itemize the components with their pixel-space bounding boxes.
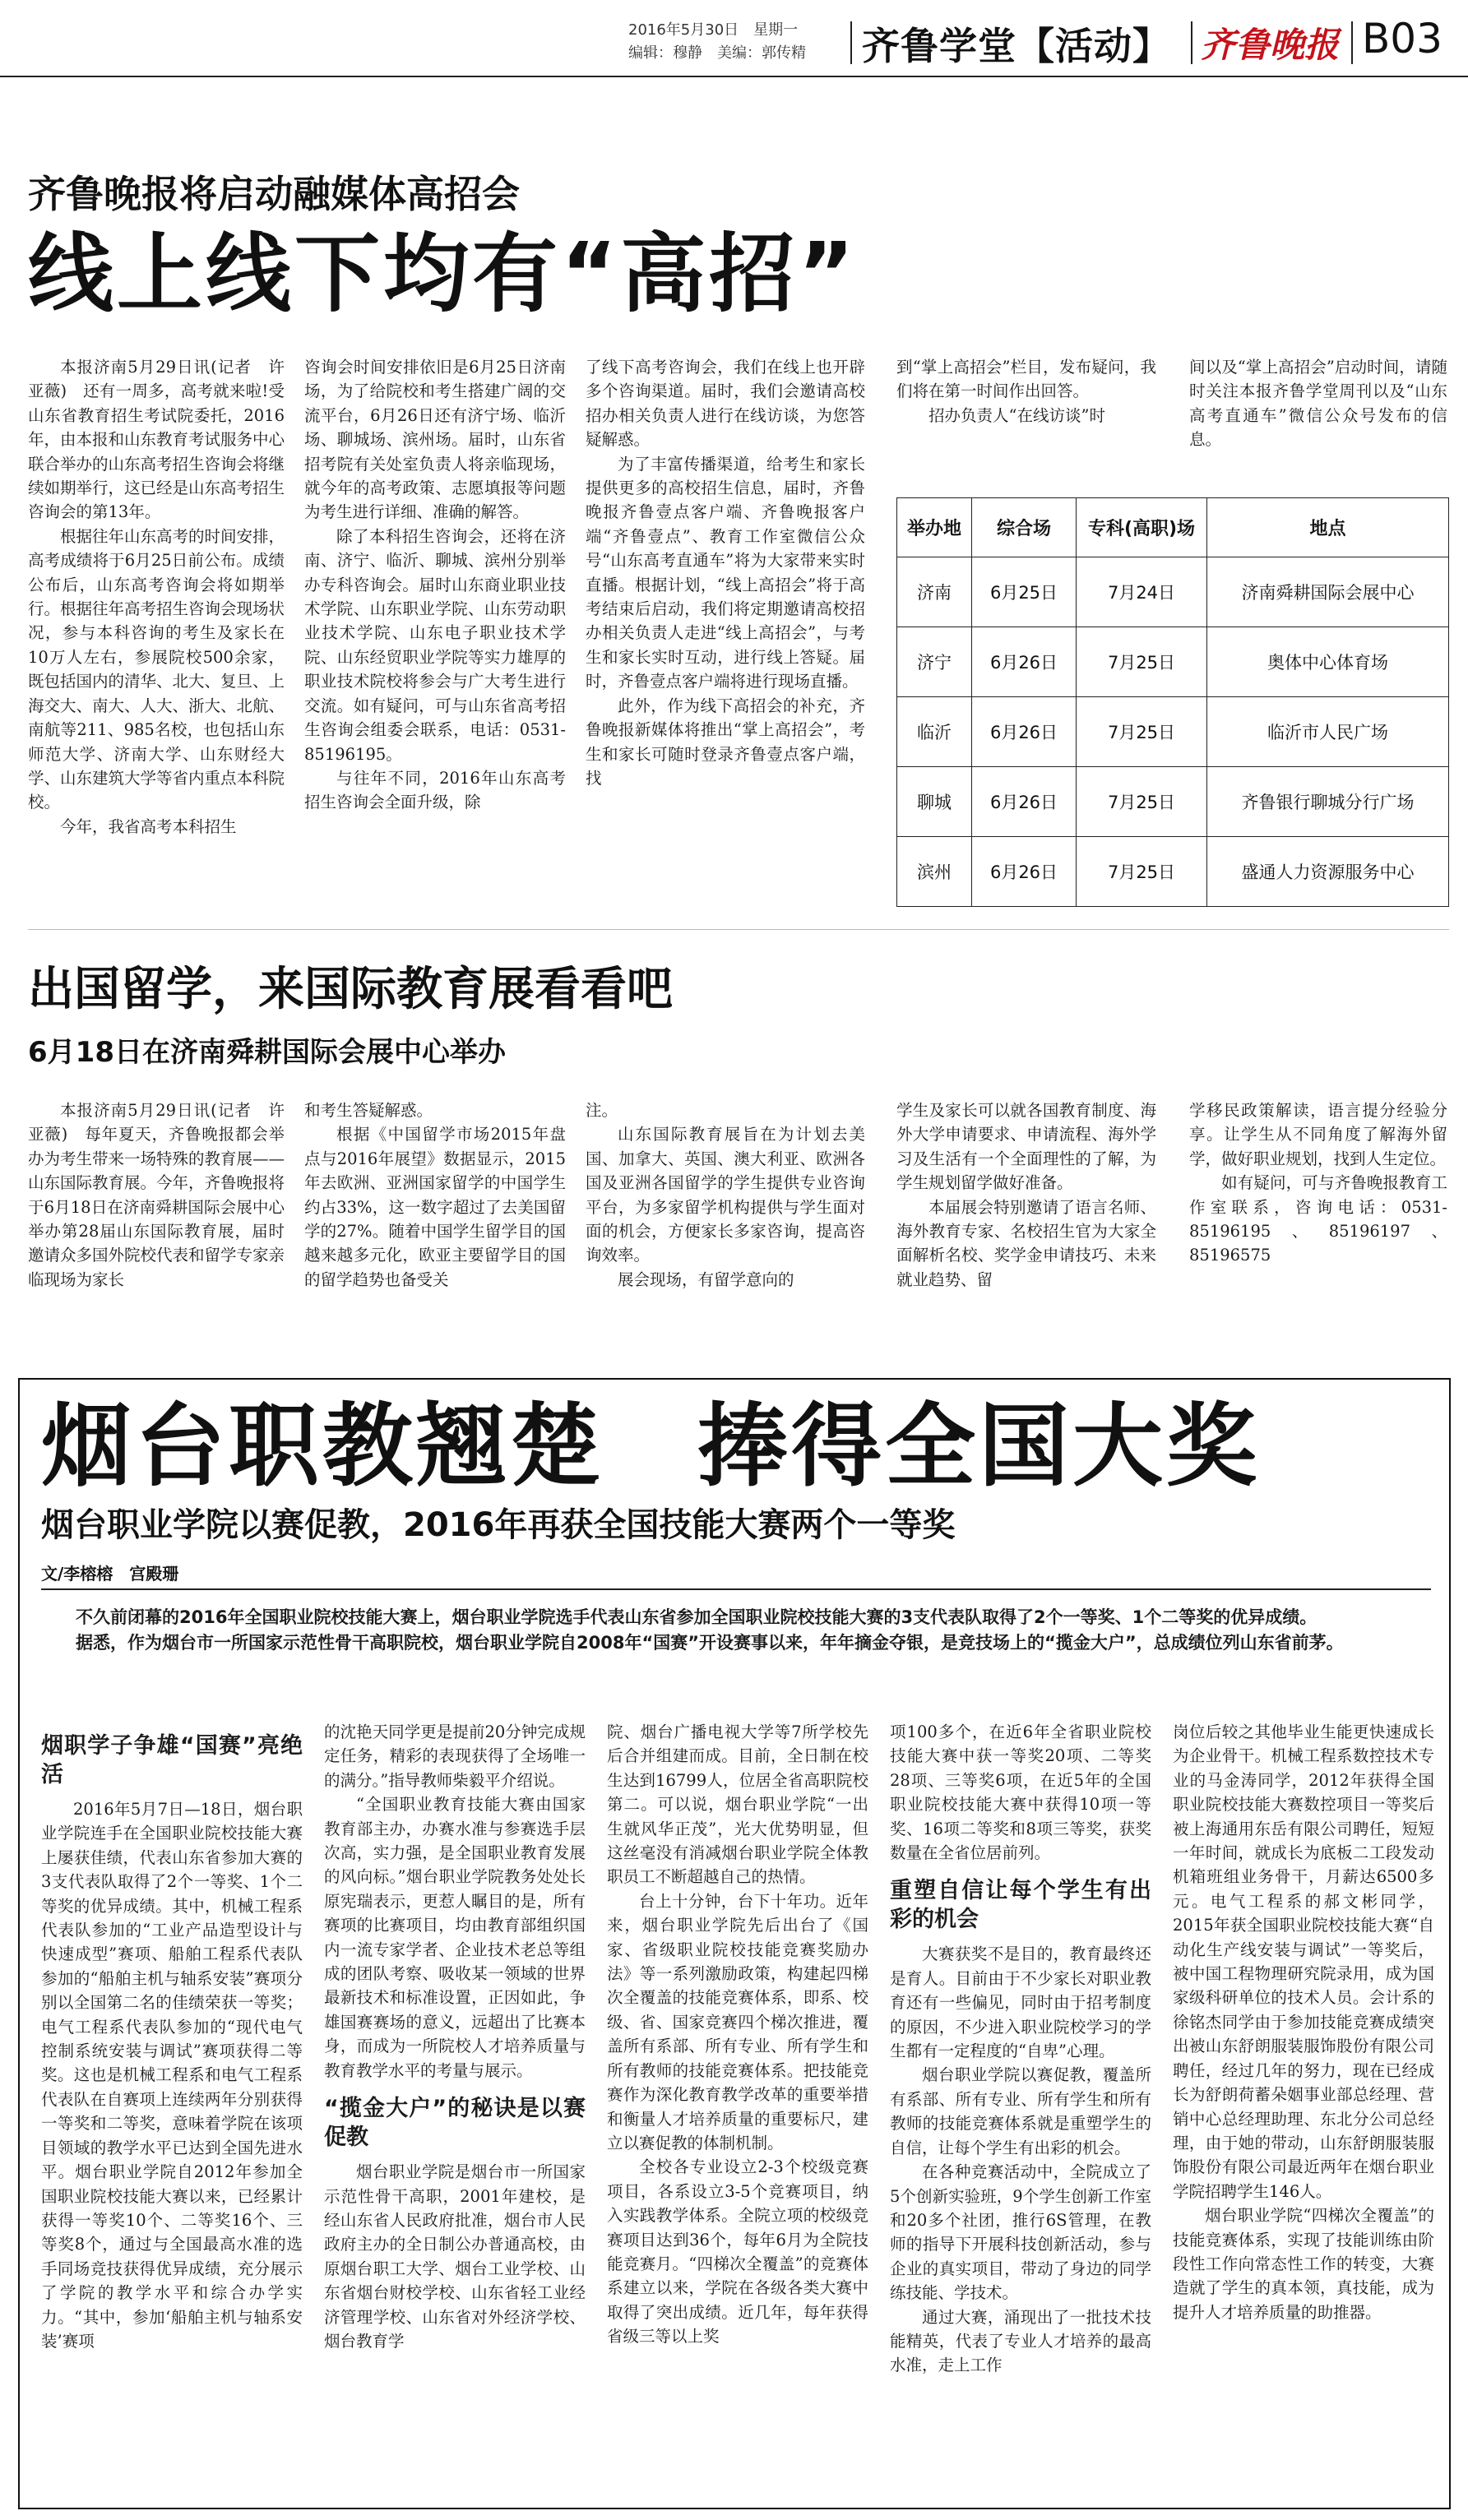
paragraph: 本届展会特别邀请了语言名师、海外教育专家、名校招生官为大家全面解析名校、奖学金申请技巧、未来就业趋势、留 xyxy=(896,1197,1156,1289)
table-cell: 临沂 xyxy=(897,697,972,767)
table-cell: 7月25日 xyxy=(1077,697,1207,767)
paragraph: 台上十分钟，台下十年功。近年来，烟台职业学院先后出台了《国家、省级职业院校技能竞赛奖励办法》等一系列激励政策，构建起四梯次全覆盖的技能竞赛体系，即系、校级、省、国家竞赛四个梯次推进，覆盖所有系部、所有专业、所有学生和所有教师的技能竞赛体系。把技能竞赛作为深化教育教学改革的重要举措和衡量人才培养质量的重要标尺，建立以赛促教的体制机制。 xyxy=(607,1891,868,2152)
article2-col4 xyxy=(896,1098,1156,1345)
header-date: 2016年5月30日 星期一 xyxy=(628,21,799,39)
table-cell: 7月25日 xyxy=(1077,837,1207,907)
table-cell: 济南舜耕国际会展中心 xyxy=(1207,557,1449,627)
article3-col3 xyxy=(607,1720,868,2501)
article2-col1 xyxy=(28,1098,285,1345)
paragraph: 烟台职业学院“四梯次全覆盖”的技能竞赛体系，实现了技能训练由阶段性工作向常态性工作的转变，大赛造就了学生的真本领，真技能，成为提升人才培养质量的助推器。 xyxy=(1173,2206,1434,2322)
paragraph: 山东国际教育展旨在为计划去美国、加拿大、英国、澳大利亚、欧洲各国及亚洲各国留学的学生提供专业咨询平台，为多家留学机构提供与学生面对面的机会，方便家长多家咨询，提高咨询效率。 xyxy=(586,1125,865,1265)
table-cell: 齐鲁银行聊城分行广场 xyxy=(1207,767,1449,837)
table-cell: 临沂市人民广场 xyxy=(1207,697,1449,767)
article3-subhead: 烟台职业学院以赛促教，2016年再获全国技能大赛两个一等奖 xyxy=(41,1506,956,1544)
paragraph: 咨询会时间安排依旧是6月25日济南场，为了给院校和考生搭建广阔的交流平台，6月26日还有济宁场、临沂场、聊城场、滨州场。届时，山东省招考院有关处室负责人将亲临现场，就今年的高考政策、志愿填报等问题为考生进行详细、准确的解答。 xyxy=(304,358,566,522)
article3-col1 xyxy=(41,1720,303,2501)
article2-headline: 出国留学，来国际教育展看看吧 xyxy=(28,963,673,1016)
paragraph: 大赛获奖不是目的，教育最终还是育人。目前由于不少家长对职业教育还有一些偏见，同时由于招考制度的原因，不少进入职业院校学习的学生都有一定程度的“自卑”心理。 xyxy=(890,1944,1151,2061)
article1-headline: 线上线下均有“高招” xyxy=(28,224,858,324)
table-cell: 济南 xyxy=(897,557,972,627)
table-row xyxy=(897,697,1449,767)
article1-kicker: 齐鲁晚报将启动融媒体高招会 xyxy=(28,172,520,216)
table-row xyxy=(897,557,1449,627)
article1-col1 xyxy=(28,355,285,914)
paragraph: 和考生答疑解惑。 xyxy=(304,1101,433,1120)
paragraph: 了线下高考咨询会，我们在线上也开辟多个咨询渠道。届时，我们会邀请高校招办相关负责人进行在线访谈，为您答疑解惑。 xyxy=(586,358,865,450)
paragraph: 在各种竞赛活动中，全院成立了5个创新实验班，9个学生创新工作室和20多个社团，推行6S管理，在教师的指导下开展科技创新活动，参与企业的真实项目，带动了身边的同学练技能、学技术。 xyxy=(890,2162,1151,2303)
paragraph: 学移民政策解读，语言提分经验分享。让学生从不同角度了解海外留学，做好职业规划，找到人生定位。 xyxy=(1189,1101,1447,1168)
venue-table xyxy=(896,497,1449,907)
paragraph: 到“掌上高招会”栏目，发布疑问，我们将在第一时间作出回答。 xyxy=(896,358,1156,401)
article1-col3 xyxy=(586,355,865,914)
paragraph: 根据《中国留学市场2015年盘点与2016年展望》数据显示，2015年去欧洲、亚洲国家留学的中国学生约占33%，这一数字超过了去美国留学的27%。随着中国学生留学目的国越来越多元化，欧亚主要留学目的国的留学趋势也备受关 xyxy=(304,1125,566,1289)
paragraph: 除了本科招生咨询会，还将在济南、济宁、临沂、聊城、滨州分别举办专科咨询会。届时山东商业职业技术学院、山东职业学院、山东劳动职业技术学院、山东电子职业技术学院、山东经贸职业学院等实力雄厚的职业技术院校将参会与广大考生进行交流。如有疑问，可与山东省高考招生咨询会组委会联系，电话：0531-85196195。 xyxy=(304,526,566,764)
header-divider xyxy=(850,21,852,64)
article3-col5 xyxy=(1173,1720,1434,2501)
paragraph: 的沈艳天同学更是提前20分钟完成规定任务，精彩的表现获得了全场唯一的满分。”指导教师柴毅平介绍说。 xyxy=(324,1722,586,1790)
paragraph: 不久前闭幕的2016年全国职业院校技能大赛上，烟台职业学院选手代表山东省参加全国职业院校技能大赛的3支代表队取得了2个一等奖、1个二等奖的优异成绩。 xyxy=(76,1607,1317,1627)
header-divider xyxy=(1351,21,1353,64)
table-cell: 6月26日 xyxy=(972,627,1077,697)
paragraph: 通过大赛，涌现出了一批技术技能精英，代表了专业人才培养的最高水准，走上工作 xyxy=(890,2307,1151,2375)
paragraph: 全校各专业设立2-3个校级竞赛项目，各系设立3-5个竞赛项目，纳入实践教学体系。全院立项的校级竞赛项目达到36个，每年6月为全院技能竞赛月。“四梯次全覆盖”的竞赛体系建立以来，学院在各级各类大赛中取得了突出成绩。近几年，每年获得省级三等以上奖 xyxy=(607,2157,868,2347)
paragraph: 展会现场，有留学意向的 xyxy=(618,1269,794,1289)
article3-col4-subhead: 重塑自信让每个学生有出彩的机会 xyxy=(890,1878,1151,1933)
table-cell: 6月26日 xyxy=(972,767,1077,837)
table-cell: 6月25日 xyxy=(972,557,1077,627)
paragraph: 学生及家长可以就各国教育制度、海外大学申请要求、申请流程、海外学习及生活有一个全面理性的了解，为学生规划留学做好准备。 xyxy=(896,1101,1156,1193)
paragraph: 院、烟台广播电视大学等7所学校先后合并组建而成。目前，全日制在校生达到16799人，位居全省高职院校第二。可以说，烟台职业学院“一出生就风华正茂”，光大优势明显，但这丝毫没有消减烟台职业学院全体教职员工不断超越自己的热情。 xyxy=(607,1722,868,1887)
table-header: 专科(高职)场 xyxy=(1077,498,1207,557)
paragraph: 烟台职业学院是烟台市一所国家示范性骨干高职，2001年建校，是经山东省人民政府批准，烟台市人民政府主办的全日制公办普通高校，由原烟台职工大学、烟台工业学校、山东省烟台财校学校、山东省轻工业经济管理学校、山东省对外经济学校、烟台教育学 xyxy=(324,2162,586,2351)
paragraph: 岗位后较之其他毕业生能更快速成长为企业骨干。机械工程系数控技术专业的马金涛同学，2012年获得全国职业院校技能大赛数控项目一等奖后被上海通用东岳有限公司聘任，短短一年时间，就成长为底板二工段发动机箱班组业务骨干，月薪达6500多元。电气工程系的郝文彬同学，2015年获全国职业院校技能大赛“自动化生产线安装与调试”一等奖后，被中国工程物理研究院录用，成为国家级科研单位的技术人员。会计系的徐铭杰同学由于参加技能竞赛成绩突出被山东舒朗服装服饰股份有限公司聘任，经过几年的努力，现在已经成长为舒朗荷蓄朵姻事业部总经理、营销中心总经理助理、东北分公司总经理，由于她的带动，山东舒朗服装服饰股份有限公司最近两年在烟台职业学院招聘学生146人。 xyxy=(1173,1722,1434,2201)
table-cell: 7月24日 xyxy=(1077,557,1207,627)
table-header: 举办地 xyxy=(897,498,972,557)
paragraph: 此外，作为线下高招会的补充，齐鲁晚报新媒体将推出“掌上高招会”，考生和家长可随时登录齐鲁壹点客户端，找 xyxy=(586,696,865,788)
article2-col2 xyxy=(304,1098,566,1345)
paragraph: 本报济南5月29日讯(记者 许亚薇) 还有一周多，高考就来啦!受山东省教育招生考试院委托，2016年，由本报和山东教育考试服务中心联合举办的山东高考招生咨询会将继续如期举行，这已经是山东高考招生咨询会的第13年。 xyxy=(28,358,285,522)
article3-col2 xyxy=(324,1720,586,2501)
table-cell: 6月26日 xyxy=(972,697,1077,767)
table-cell: 滨州 xyxy=(897,837,972,907)
page-number: B03 xyxy=(1362,15,1443,62)
article3-col4 xyxy=(890,1720,1151,2501)
byline-rule xyxy=(41,1588,1431,1590)
article1-col5 xyxy=(1189,355,1447,470)
table-cell: 7月25日 xyxy=(1077,767,1207,837)
paragraph: 项100多个，在近6年全省职业院校技能大赛中获一等奖20项、二等奖28项、三等奖6项，在近5年的全国职业院校技能大赛中获得10项一等奖、16项二等奖和8项三等奖，获奖数量在全省位居前列。 xyxy=(890,1722,1151,1863)
article3-lead xyxy=(41,1605,1431,1720)
paragraph: 间以及“掌上高招会”启动时间，请随时关注本报齐鲁学堂周刊以及“山东高考直通车”微信公众号发布的信息。 xyxy=(1189,358,1447,450)
paragraph: 烟台职业学院以赛促教，覆盖所有系部、所有专业、所有学生和所有教师的技能竞赛体系就是重塑学生的自信，让每个学生有出彩的机会。 xyxy=(890,2065,1151,2157)
paragraph: “全国职业教育技能大赛由国家教育部主办，办赛水准与参赛选手层次高，实力强，是全国职业教育发展的风向标。”烟台职业学院教务处处长原宪瑞表示，更惹人瞩目的是，所有赛项的比赛项目，均由教育部组织国内一流专家学者、企业技术老总等组成的团队考察、吸收某一领域的世界最新技术和标准设置，正因如此，争雄国赛赛场的意义，远超出了比赛本身，而成为一所院校人才培养质量与教育教学水平的考量与展示。 xyxy=(324,1795,586,2080)
article2-col5 xyxy=(1189,1098,1447,1345)
paragraph: 2016年5月7日—18日，烟台职业学院连手在全国职业院校技能大赛上屡获佳绩，代表山东省参加大赛的3支代表队取得了2个一等奖、1个二等奖的优异成绩。其中，机械工程系代表队参加的“工业产品造型设计与快速成型”赛项、船舶工程系代表队参加的“船舶主机与轴系安装”赛项分别以全国第二名的佳绩荣获一等奖；电气工程系代表队参加的“现代电气控制系统安装与调试”赛项获得二等奖。这也是机械工程系和电气工程系代表队在自赛项上连续两年分别获得一等奖和二等奖，意味着学院在该项目领域的教学水平已达到全国先进水平。烟台职业学院自2012年参加全国职业院校技能大赛以来，已经累计获得一等奖10个、二等奖16个、三等奖8个，通过与全国最高水准的选手同场竞技获得优异成绩，充分展示了学院的教学水平和综合办学实力。“其中，参加‘船舶主机与轴系安装’赛项 xyxy=(41,1800,303,2351)
paragraph: 如有疑问，可与齐鲁晚报教育工作室联系，咨询电话：0531-85196195、85196197、85196575 xyxy=(1189,1173,1447,1265)
header-rule xyxy=(0,76,1468,77)
table-cell: 7月25日 xyxy=(1077,627,1207,697)
table-row xyxy=(897,837,1449,907)
article1-col4 xyxy=(896,355,1156,470)
table-cell: 济宁 xyxy=(897,627,972,697)
paragraph: 为了丰富传播渠道，给考生和家长提供更多的高校招生信息，届时，齐鲁晚报齐鲁壹点客户端、齐鲁晚报客户端“齐鲁壹点”、教育工作室微信公众号“山东高考直通车”将为大家带来实时直播。根据计划，“线上高招会”将于高考结束后启动，我们将定期邀请高校招办相关负责人走进“线上高招会”，与考生和家长实时互动，进行线上答疑。届时，齐鲁壹点客户端将进行现场直播。 xyxy=(586,454,865,691)
table-cell: 聊城 xyxy=(897,767,972,837)
section-rule xyxy=(28,929,1449,930)
table-cell: 盛通人力资源服务中心 xyxy=(1207,837,1449,907)
paragraph: 今年，我省高考本科招生 xyxy=(60,816,237,836)
table-header: 地点 xyxy=(1207,498,1449,557)
article3-byline: 文/李榕榕 宫殿珊 xyxy=(41,1564,179,1584)
paragraph: 注。 xyxy=(586,1101,618,1120)
header-editors: 编辑：穆静 美编：郭传精 xyxy=(628,44,806,62)
article2-col3 xyxy=(586,1098,865,1345)
paragraph: 与往年不同，2016年山东高考招生咨询会全面升级，除 xyxy=(304,768,566,812)
paragraph: 招办负责人“在线访谈”时 xyxy=(928,405,1105,425)
table-header: 综合场 xyxy=(972,498,1077,557)
paragraph: 据悉，作为烟台市一所国家示范性骨干高职院校，烟台职业学院自2008年“国赛”开设赛事以来，年年摘金夺银，是竞技场上的“揽金大户”，总成绩位列山东省前茅。 xyxy=(76,1633,1344,1653)
paragraph: 根据往年山东高考的时间安排，高考成绩将于6月25日前公布。成绩公布后，山东高考咨询会将如期举行。根据往年高考招生咨询会现场状况，参与本科咨询的考生及家长在10万人左右，参展院校500余家，既包括国内的清华、北大、复旦、上海交大、南大、人大、浙大、北航、南航等211、985名校，也包括山东师范大学、济南大学、山东财经大学、山东建筑大学等省内重点本科院校。 xyxy=(28,526,285,812)
article3-col1-subhead: 烟职学子争雄“国赛”亮绝活 xyxy=(41,1733,303,1787)
table-cell: 6月26日 xyxy=(972,837,1077,907)
section-title: 齐鲁学堂【活动】 xyxy=(862,24,1171,68)
table-header-row xyxy=(897,498,1449,557)
paragraph: 本报济南5月29日讯(记者 许亚薇) 每年夏天，齐鲁晚报都会举办为考生带来一场特殊的教育展——山东国际教育展。今年，齐鲁晚报将于6月18日在济南舜耕国际会展中心举办第28届山东国际教育展，届时邀请众多国外院校代表和留学专家亲临现场为家长 xyxy=(28,1101,285,1289)
article3-headline: 烟台职教翘楚 捧得全国大奖 xyxy=(41,1394,1260,1499)
newspaper-logo: 齐鲁晚报 xyxy=(1201,25,1340,65)
table-row xyxy=(897,627,1449,697)
article3-col2-subhead: “揽金大户”的秘诀是以赛促教 xyxy=(324,2096,586,2151)
article2-subhead: 6月18日在济南舜耕国际会展中心举办 xyxy=(28,1036,506,1069)
article1-col2 xyxy=(304,355,566,914)
table-cell: 奥体中心体育场 xyxy=(1207,627,1449,697)
header-divider xyxy=(1191,21,1192,64)
table-row xyxy=(897,767,1449,837)
